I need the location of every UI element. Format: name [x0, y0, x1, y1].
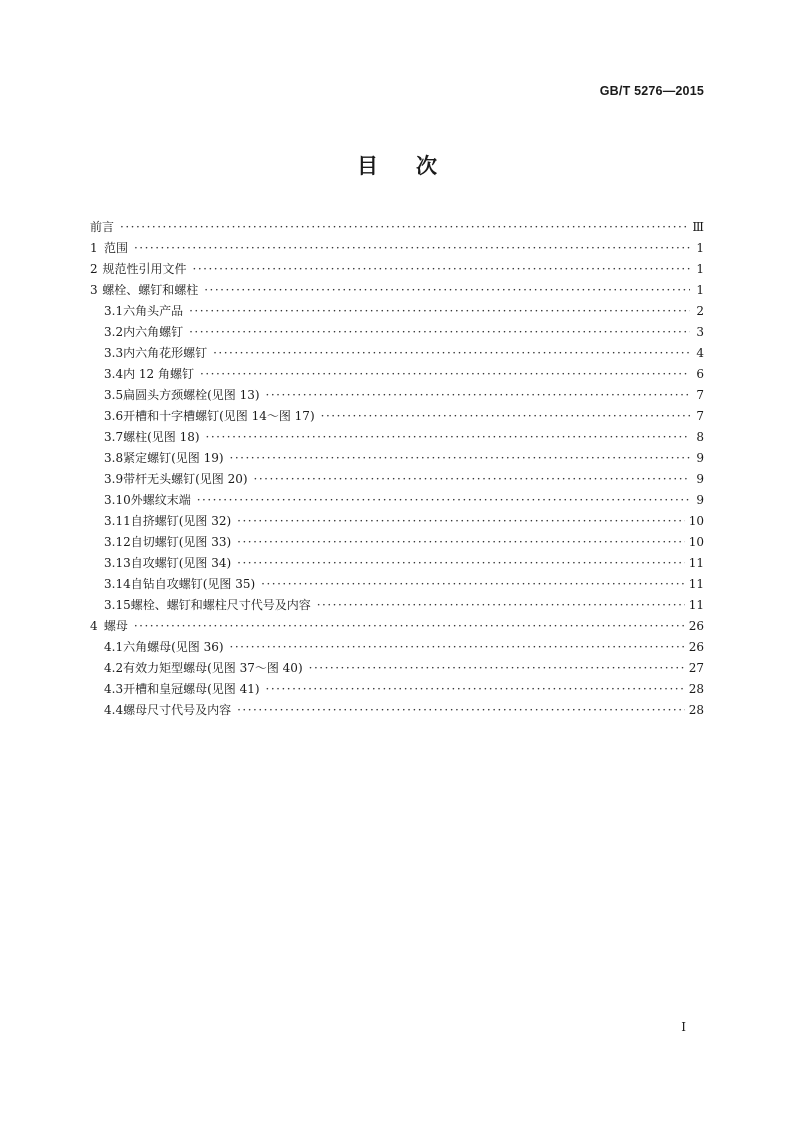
toc-entry-page: 9 — [696, 451, 704, 465]
toc-entry-page: 11 — [688, 577, 704, 591]
toc-entry-page: 9 — [696, 493, 704, 507]
toc-entry-number: 3.12 — [104, 535, 131, 549]
toc-entry-label: 螺母尺寸代号及内容 — [123, 703, 232, 717]
toc-entry[interactable] — [90, 616, 704, 637]
toc-entry-number: 4.4 — [104, 703, 124, 717]
toc-leader-dots — [193, 259, 691, 280]
toc-entry-label: 规范性引用文件 — [102, 262, 187, 276]
page-number: I — [681, 1020, 686, 1034]
toc-entry-label: 螺栓、螺钉和螺柱尺寸代号及内容 — [130, 598, 311, 612]
toc-entry-page: 27 — [688, 661, 704, 675]
toc-leader-dots — [230, 448, 690, 469]
toc-entry[interactable] — [90, 469, 704, 490]
toc-entry-page: 6 — [696, 367, 704, 381]
toc-entry-number: 3.6 — [104, 409, 124, 423]
toc-entry[interactable] — [90, 532, 704, 553]
toc-leader-dots — [134, 616, 685, 637]
toc-leader-dots — [204, 280, 690, 301]
toc-leader-dots — [317, 595, 685, 616]
toc-entry-page: 28 — [688, 703, 704, 717]
toc-entry-number: 4.2 — [104, 661, 124, 675]
toc-entry[interactable] — [90, 322, 704, 343]
standard-code: GB/T 5276—2015 — [599, 84, 704, 98]
toc-entry[interactable] — [90, 364, 704, 385]
toc-entry-page: 26 — [688, 640, 704, 654]
toc-entry[interactable] — [90, 511, 704, 532]
toc-entry-number: 4.3 — [104, 682, 124, 696]
toc-entry-label: 有效力矩型螺母(见图 37～图 40) — [123, 661, 303, 675]
toc-entry-page: 7 — [696, 388, 704, 402]
toc-entry-page: 11 — [688, 598, 704, 612]
toc-entry-page: 11 — [688, 556, 704, 570]
toc-entry-label: 六角螺母(见图 36) — [123, 640, 224, 654]
toc-entry-label: 开槽和皇冠螺母(见图 41) — [123, 682, 260, 696]
toc-entry-number: 3.5 — [104, 388, 124, 402]
toc-entry-label: 自切螺钉(见图 33) — [130, 535, 232, 549]
toc-entry-number: 3.14 — [104, 577, 131, 591]
toc-entry-number: 2 — [90, 262, 98, 276]
toc-leader-dots — [266, 385, 690, 406]
toc-entry-label: 六角头产品 — [123, 304, 184, 318]
toc-leader-dots — [254, 469, 690, 490]
toc-entry-label: 螺柱(见图 18) — [123, 430, 200, 444]
toc-leader-dots — [237, 700, 685, 721]
toc-leader-dots — [230, 637, 685, 658]
toc-entry-number: 3.2 — [104, 325, 124, 339]
toc-leader-dots — [120, 217, 688, 238]
toc-entry[interactable] — [90, 490, 704, 511]
toc-entry[interactable] — [90, 553, 704, 574]
toc-leader-dots — [321, 406, 690, 427]
toc-entry-label: 内 12 角螺钉 — [123, 367, 194, 381]
toc-entry-page: 1 — [696, 283, 704, 297]
toc-entry-page: 1 — [696, 262, 704, 276]
toc-leader-dots — [206, 427, 690, 448]
toc-entry-number: 3.9 — [104, 472, 124, 486]
toc-entry[interactable] — [90, 700, 704, 721]
toc-leader-dots — [200, 364, 690, 385]
toc-entry-page: 1 — [696, 241, 704, 255]
toc-leader-dots — [237, 532, 685, 553]
toc-entry-label: 自挤螺钉(见图 32) — [130, 514, 232, 528]
toc-entry-page: 10 — [688, 535, 704, 549]
toc-entry[interactable] — [90, 595, 704, 616]
toc-entry-page: 28 — [688, 682, 704, 696]
toc-entry[interactable] — [90, 658, 704, 679]
toc-leader-dots — [266, 679, 685, 700]
toc-entry-number: 3 — [90, 283, 98, 297]
toc-leader-dots — [213, 343, 690, 364]
toc-entry[interactable] — [90, 343, 704, 364]
toc-entry-number: 3.15 — [104, 598, 131, 612]
toc-entry-label: 范围 — [103, 241, 128, 255]
toc-entry[interactable] — [90, 574, 704, 595]
toc-entry[interactable] — [90, 679, 704, 700]
toc-entry-number: 3.11 — [104, 514, 131, 528]
toc-entry-number: 3.4 — [104, 367, 124, 381]
toc-entry-page: 2 — [696, 304, 704, 318]
toc-entry-number: 4 — [90, 619, 98, 633]
toc-entry[interactable] — [90, 301, 704, 322]
toc-leader-dots — [134, 238, 690, 259]
toc-entry-label: 螺栓、螺钉和螺柱 — [102, 283, 199, 297]
toc-entry-label: 内六角螺钉 — [123, 325, 184, 339]
toc-entry[interactable] — [90, 217, 704, 238]
toc-entry-label: 内六角花形螺钉 — [123, 346, 208, 360]
toc-entry-number: 3.1 — [104, 304, 124, 318]
toc-entry[interactable] — [90, 280, 704, 301]
page-title: 目次 — [357, 154, 475, 178]
toc-leader-dots — [197, 490, 690, 511]
toc-entry-number: 3.3 — [104, 346, 124, 360]
toc-entry-number: 3.10 — [104, 493, 131, 507]
toc-entry-number: 1 — [90, 241, 98, 255]
toc-entry-number: 3.13 — [104, 556, 131, 570]
toc-leader-dots — [237, 553, 685, 574]
toc-entry-label: 紧定螺钉(见图 19) — [123, 451, 224, 465]
toc-leader-dots — [309, 658, 685, 679]
toc-leader-dots — [189, 322, 690, 343]
toc-entry[interactable] — [90, 637, 704, 658]
toc-entry-page: 10 — [688, 514, 704, 528]
toc-entry-number: 3.8 — [104, 451, 124, 465]
toc-entry-label: 带杆无头螺钉(见图 20) — [123, 472, 248, 486]
toc-leader-dots — [261, 574, 685, 595]
toc-entry-label: 自攻螺钉(见图 34) — [130, 556, 232, 570]
toc-entry-page: 8 — [696, 430, 704, 444]
toc-entry-page: 26 — [688, 619, 704, 633]
toc-entry-page: 4 — [696, 346, 704, 360]
toc-entry-page: 3 — [696, 325, 704, 339]
toc-entry[interactable] — [90, 259, 704, 280]
toc-entry[interactable] — [90, 406, 704, 427]
toc-entry-label: 开槽和十字槽螺钉(见图 14～图 17) — [123, 409, 315, 423]
toc-entry-number: 4.1 — [104, 640, 124, 654]
toc-entry[interactable] — [90, 385, 704, 406]
toc-leader-dots — [189, 301, 690, 322]
toc-entry-label: 螺母 — [103, 619, 128, 633]
toc-entry-label: 扁圆头方颈螺栓(见图 13) — [123, 388, 260, 402]
toc-entry[interactable] — [90, 448, 704, 469]
toc-entry-page: 7 — [696, 409, 704, 423]
table-of-contents — [90, 217, 704, 721]
toc-entry-label: 自钻自攻螺钉(见图 35) — [130, 577, 256, 591]
toc-entry-label: 前言 — [90, 220, 115, 234]
toc-entry[interactable] — [90, 238, 704, 259]
toc-entry-number: 3.7 — [104, 430, 124, 444]
toc-entry-page: 9 — [696, 472, 704, 486]
toc-leader-dots — [237, 511, 685, 532]
toc-entry[interactable] — [90, 427, 704, 448]
toc-entry-page: Ⅲ — [692, 220, 704, 234]
toc-entry-label: 外螺纹末端 — [130, 493, 191, 507]
